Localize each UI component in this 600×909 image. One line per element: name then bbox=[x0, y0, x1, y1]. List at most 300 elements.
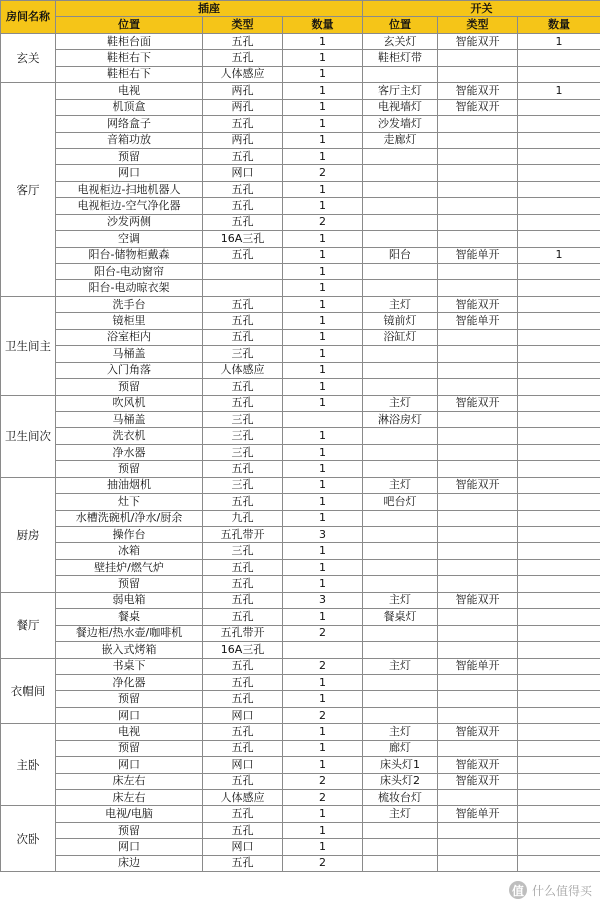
socket-type-cell bbox=[203, 264, 283, 280]
socket-type-cell: 网口 bbox=[203, 165, 283, 181]
table-row bbox=[1, 362, 600, 378]
switch-count-cell bbox=[518, 461, 600, 477]
table-row bbox=[1, 642, 600, 658]
switch-count-cell bbox=[518, 592, 600, 608]
switch-count-cell bbox=[518, 214, 600, 230]
socket-location-cell: 预留 bbox=[56, 822, 203, 838]
switch-type-cell bbox=[438, 116, 518, 132]
switch-count-cell bbox=[518, 362, 600, 378]
socket-location-cell: 空调 bbox=[56, 231, 203, 247]
table-row bbox=[1, 198, 600, 214]
switch-type-cell bbox=[438, 494, 518, 510]
switch-type-cell bbox=[438, 543, 518, 559]
socket-location-cell: 书桌下 bbox=[56, 658, 203, 674]
socket-location-cell: 入门角落 bbox=[56, 362, 203, 378]
switch-count-cell bbox=[518, 444, 600, 460]
switch-location-cell: 主灯 bbox=[363, 395, 438, 411]
switch-type-cell: 智能单开 bbox=[438, 658, 518, 674]
table-row bbox=[1, 83, 600, 99]
switch-type-cell bbox=[438, 132, 518, 148]
socket-location-cell: 机顶盒 bbox=[56, 99, 203, 115]
socket-count-cell: 2 bbox=[283, 707, 363, 723]
socket-count-cell: 1 bbox=[283, 247, 363, 263]
switch-type-cell bbox=[438, 609, 518, 625]
switch-location-cell: 主灯 bbox=[363, 724, 438, 740]
socket-location-cell: 马桶盖 bbox=[56, 346, 203, 362]
socket-count-cell: 1 bbox=[283, 510, 363, 526]
socket-location-cell: 灶下 bbox=[56, 494, 203, 510]
table-row bbox=[1, 724, 600, 740]
switch-count-cell bbox=[518, 132, 600, 148]
table-row bbox=[1, 527, 600, 543]
switch-type-cell: 智能双开 bbox=[438, 395, 518, 411]
switch-location-header: 位置 bbox=[363, 17, 438, 33]
socket-location-cell: 网口 bbox=[56, 707, 203, 723]
switch-type-cell bbox=[438, 576, 518, 592]
table-row bbox=[1, 609, 600, 625]
socket-type-cell: 五孔带开 bbox=[203, 527, 283, 543]
socket-count-cell: 1 bbox=[283, 181, 363, 197]
socket-location-cell: 冰箱 bbox=[56, 543, 203, 559]
switch-location-cell: 主灯 bbox=[363, 658, 438, 674]
socket-count-cell: 1 bbox=[283, 66, 363, 82]
room-rows bbox=[1, 33, 600, 871]
socket-type-cell: 人体感应 bbox=[203, 362, 283, 378]
switch-location-cell: 吧台灯 bbox=[363, 494, 438, 510]
table-row bbox=[1, 296, 600, 312]
switch-location-cell: 阳台 bbox=[363, 247, 438, 263]
socket-type-cell: 五孔 bbox=[203, 658, 283, 674]
socket-type-cell: 五孔 bbox=[203, 296, 283, 312]
switch-count-cell bbox=[518, 527, 600, 543]
socket-location-cell: 洗衣机 bbox=[56, 428, 203, 444]
switch-location-cell bbox=[363, 674, 438, 690]
switch-location-cell: 走廊灯 bbox=[363, 132, 438, 148]
switch-location-cell bbox=[363, 66, 438, 82]
switch-location-cell bbox=[363, 642, 438, 658]
socket-count-cell: 1 bbox=[283, 674, 363, 690]
room-name-cell: 餐厅 bbox=[1, 592, 56, 658]
switch-location-cell: 主灯 bbox=[363, 592, 438, 608]
table-row bbox=[1, 280, 600, 296]
switch-count-cell bbox=[518, 691, 600, 707]
socket-location-cell: 净化器 bbox=[56, 674, 203, 690]
socket-count-cell: 1 bbox=[283, 313, 363, 329]
switch-type-cell bbox=[438, 181, 518, 197]
switch-type-cell bbox=[438, 280, 518, 296]
switch-count-cell bbox=[518, 264, 600, 280]
table-row bbox=[1, 855, 600, 871]
switch-location-cell bbox=[363, 461, 438, 477]
switch-count-cell bbox=[518, 609, 600, 625]
socket-type-cell: 五孔 bbox=[203, 855, 283, 871]
switch-type-cell bbox=[438, 66, 518, 82]
socket-type-cell: 五孔 bbox=[203, 461, 283, 477]
socket-location-cell: 餐边柜/热水壶/咖啡机 bbox=[56, 625, 203, 641]
room-name-cell: 卫生间次 bbox=[1, 395, 56, 477]
socket-type-cell: 五孔 bbox=[203, 50, 283, 66]
table-row bbox=[1, 99, 600, 115]
socket-location-cell: 沙发两侧 bbox=[56, 214, 203, 230]
socket-type-cell: 五孔 bbox=[203, 674, 283, 690]
table-row bbox=[1, 494, 600, 510]
socket-location-cell: 电视/电脑 bbox=[56, 806, 203, 822]
switch-type-cell: 智能双开 bbox=[438, 773, 518, 789]
switch-location-cell bbox=[363, 625, 438, 641]
switch-type-cell bbox=[438, 527, 518, 543]
socket-location-header: 位置 bbox=[56, 17, 203, 33]
table-row bbox=[1, 66, 600, 82]
socket-location-cell: 鞋柜右下 bbox=[56, 50, 203, 66]
switch-count-cell bbox=[518, 411, 600, 427]
socket-count-cell bbox=[283, 642, 363, 658]
socket-count-cell: 1 bbox=[283, 822, 363, 838]
table-row bbox=[1, 461, 600, 477]
switch-count-cell bbox=[518, 231, 600, 247]
switch-type-cell bbox=[438, 822, 518, 838]
socket-type-cell: 五孔带开 bbox=[203, 625, 283, 641]
switch-location-cell bbox=[363, 264, 438, 280]
switch-location-cell bbox=[363, 855, 438, 871]
socket-location-cell: 鞋柜右下 bbox=[56, 66, 203, 82]
switch-type-cell bbox=[438, 346, 518, 362]
socket-location-cell: 阳台-电动晾衣架 bbox=[56, 280, 203, 296]
switch-location-cell bbox=[363, 280, 438, 296]
room-name-cell: 客厅 bbox=[1, 83, 56, 297]
socket-location-cell: 嵌入式烤箱 bbox=[56, 642, 203, 658]
table-row bbox=[1, 691, 600, 707]
room-name-cell: 次卧 bbox=[1, 806, 56, 872]
socket-count-cell: 2 bbox=[283, 855, 363, 871]
switch-count-cell bbox=[518, 296, 600, 312]
socket-type-cell: 网口 bbox=[203, 839, 283, 855]
switch-location-cell: 淋浴房灯 bbox=[363, 411, 438, 427]
switch-type-cell bbox=[438, 362, 518, 378]
socket-location-cell: 弱电箱 bbox=[56, 592, 203, 608]
socket-type-cell: 三孔 bbox=[203, 543, 283, 559]
socket-count-cell: 3 bbox=[283, 592, 363, 608]
watermark-logo-icon: 值 bbox=[509, 881, 527, 899]
switch-count-cell bbox=[518, 494, 600, 510]
switch-type-cell bbox=[438, 329, 518, 345]
switch-type-cell bbox=[438, 264, 518, 280]
switch-count-cell bbox=[518, 674, 600, 690]
switch-type-cell bbox=[438, 461, 518, 477]
table-row bbox=[1, 658, 600, 674]
socket-type-cell: 三孔 bbox=[203, 444, 283, 460]
switch-count-cell: 1 bbox=[518, 33, 600, 49]
socket-count-cell: 1 bbox=[283, 724, 363, 740]
socket-type-cell: 16A三孔 bbox=[203, 642, 283, 658]
socket-location-cell: 抽油烟机 bbox=[56, 477, 203, 493]
socket-type-cell: 16A三孔 bbox=[203, 231, 283, 247]
switch-location-cell bbox=[363, 231, 438, 247]
room-name-cell: 衣帽间 bbox=[1, 658, 56, 724]
socket-count-cell: 1 bbox=[283, 839, 363, 855]
socket-location-cell: 阳台-储物柜戴森 bbox=[56, 247, 203, 263]
switch-location-cell: 主灯 bbox=[363, 477, 438, 493]
switch-location-cell bbox=[363, 165, 438, 181]
switch-location-cell: 餐桌灯 bbox=[363, 609, 438, 625]
switch-location-cell bbox=[363, 543, 438, 559]
switch-count-cell bbox=[518, 280, 600, 296]
switch-type-cell bbox=[438, 50, 518, 66]
socket-type-cell: 五孔 bbox=[203, 395, 283, 411]
socket-type-cell: 五孔 bbox=[203, 329, 283, 345]
switch-location-cell bbox=[363, 181, 438, 197]
table-row bbox=[1, 165, 600, 181]
socket-count-cell: 1 bbox=[283, 99, 363, 115]
switch-count-cell bbox=[518, 379, 600, 395]
switch-count-cell bbox=[518, 66, 600, 82]
table-row bbox=[1, 773, 600, 789]
switch-location-cell: 主灯 bbox=[363, 296, 438, 312]
socket-type-cell: 九孔 bbox=[203, 510, 283, 526]
switch-count-cell bbox=[518, 510, 600, 526]
switch-count-cell bbox=[518, 757, 600, 773]
socket-location-cell: 电视柜边-扫地机器人 bbox=[56, 181, 203, 197]
socket-type-cell: 五孔 bbox=[203, 806, 283, 822]
switch-location-cell bbox=[363, 839, 438, 855]
table-row bbox=[1, 379, 600, 395]
socket-count-cell: 1 bbox=[283, 477, 363, 493]
switch-location-cell: 客厅主灯 bbox=[363, 83, 438, 99]
socket-count-cell: 1 bbox=[283, 461, 363, 477]
switch-count-cell bbox=[518, 329, 600, 345]
switch-count-cell bbox=[518, 99, 600, 115]
socket-type-cell: 网口 bbox=[203, 757, 283, 773]
switch-type-cell bbox=[438, 231, 518, 247]
switch-location-cell: 沙发墙灯 bbox=[363, 116, 438, 132]
table-row bbox=[1, 510, 600, 526]
switch-type-cell: 智能双开 bbox=[438, 757, 518, 773]
switch-type-cell: 智能双开 bbox=[438, 99, 518, 115]
socket-count-cell: 1 bbox=[283, 428, 363, 444]
switch-type-cell: 智能单开 bbox=[438, 247, 518, 263]
socket-location-cell: 壁挂炉/燃气炉 bbox=[56, 559, 203, 575]
socket-type-cell: 五孔 bbox=[203, 379, 283, 395]
switch-type-cell bbox=[438, 691, 518, 707]
socket-count-cell: 1 bbox=[283, 395, 363, 411]
socket-location-cell: 浴室柜内 bbox=[56, 329, 203, 345]
switch-count-cell bbox=[518, 625, 600, 641]
switch-count-cell: 1 bbox=[518, 247, 600, 263]
socket-location-cell: 鞋柜台面 bbox=[56, 33, 203, 49]
socket-count-cell: 1 bbox=[283, 609, 363, 625]
watermark-text: 什么值得买 bbox=[531, 883, 592, 898]
socket-count-cell bbox=[283, 411, 363, 427]
table-row bbox=[1, 740, 600, 756]
socket-group-header: 插座 bbox=[56, 1, 363, 17]
switch-count-cell bbox=[518, 543, 600, 559]
table-row bbox=[1, 428, 600, 444]
switch-count-cell bbox=[518, 198, 600, 214]
socket-count-cell: 3 bbox=[283, 527, 363, 543]
switch-location-cell bbox=[363, 576, 438, 592]
switch-location-cell bbox=[363, 148, 438, 164]
switch-type-cell: 智能双开 bbox=[438, 724, 518, 740]
socket-type-cell: 五孔 bbox=[203, 116, 283, 132]
socket-count-cell: 1 bbox=[283, 116, 363, 132]
switch-type-cell bbox=[438, 148, 518, 164]
table-row bbox=[1, 329, 600, 345]
switch-type-header: 类型 bbox=[438, 17, 518, 33]
switch-type-cell bbox=[438, 214, 518, 230]
switch-type-cell bbox=[438, 411, 518, 427]
switch-count-cell bbox=[518, 559, 600, 575]
switch-location-cell bbox=[363, 198, 438, 214]
table-row bbox=[1, 444, 600, 460]
switch-location-cell bbox=[363, 428, 438, 444]
socket-type-cell: 人体感应 bbox=[203, 66, 283, 82]
table-row bbox=[1, 148, 600, 164]
socket-location-cell: 马桶盖 bbox=[56, 411, 203, 427]
socket-location-cell: 网络盒子 bbox=[56, 116, 203, 132]
socket-count-cell: 1 bbox=[283, 346, 363, 362]
switch-count-cell bbox=[518, 181, 600, 197]
socket-count-cell: 1 bbox=[283, 691, 363, 707]
switch-count-header: 数量 bbox=[518, 17, 600, 33]
switch-location-cell: 浴缸灯 bbox=[363, 329, 438, 345]
socket-count-cell: 1 bbox=[283, 329, 363, 345]
socket-type-cell: 两孔 bbox=[203, 99, 283, 115]
table-row bbox=[1, 625, 600, 641]
socket-type-header: 类型 bbox=[203, 17, 283, 33]
socket-location-cell: 预留 bbox=[56, 461, 203, 477]
switch-location-cell bbox=[363, 346, 438, 362]
switch-type-cell bbox=[438, 510, 518, 526]
switch-location-cell bbox=[363, 362, 438, 378]
table-row bbox=[1, 181, 600, 197]
switch-count-cell bbox=[518, 50, 600, 66]
table-row bbox=[1, 346, 600, 362]
switch-type-cell bbox=[438, 559, 518, 575]
socket-location-cell: 吹风机 bbox=[56, 395, 203, 411]
socket-count-cell: 1 bbox=[283, 576, 363, 592]
socket-count-cell: 1 bbox=[283, 806, 363, 822]
socket-count-cell: 1 bbox=[283, 50, 363, 66]
switch-location-cell bbox=[363, 822, 438, 838]
table-row bbox=[1, 214, 600, 230]
watermark bbox=[509, 881, 592, 899]
table-row bbox=[1, 674, 600, 690]
socket-type-cell: 五孔 bbox=[203, 148, 283, 164]
table-row bbox=[1, 806, 600, 822]
socket-location-cell: 电视 bbox=[56, 83, 203, 99]
socket-type-cell: 五孔 bbox=[203, 609, 283, 625]
socket-count-cell: 1 bbox=[283, 148, 363, 164]
table-row bbox=[1, 411, 600, 427]
switch-count-cell bbox=[518, 855, 600, 871]
switch-count-cell bbox=[518, 477, 600, 493]
switch-count-cell bbox=[518, 773, 600, 789]
switch-count-cell bbox=[518, 790, 600, 806]
table-row bbox=[1, 231, 600, 247]
table-row bbox=[1, 477, 600, 493]
switch-location-cell: 廊灯 bbox=[363, 740, 438, 756]
socket-location-cell: 网口 bbox=[56, 757, 203, 773]
socket-location-cell: 水槽洗碗机/净水/厨余 bbox=[56, 510, 203, 526]
socket-type-cell: 五孔 bbox=[203, 33, 283, 49]
socket-location-cell: 网口 bbox=[56, 839, 203, 855]
socket-type-cell: 五孔 bbox=[203, 313, 283, 329]
switch-count-cell bbox=[518, 165, 600, 181]
socket-location-cell: 阳台-电动窗帘 bbox=[56, 264, 203, 280]
socket-count-cell: 1 bbox=[283, 280, 363, 296]
socket-count-cell: 2 bbox=[283, 625, 363, 641]
switch-type-cell bbox=[438, 444, 518, 460]
socket-type-cell: 五孔 bbox=[203, 214, 283, 230]
switch-type-cell: 智能双开 bbox=[438, 296, 518, 312]
table-row bbox=[1, 822, 600, 838]
socket-location-cell: 餐桌 bbox=[56, 609, 203, 625]
socket-count-cell: 2 bbox=[283, 658, 363, 674]
switch-count-cell bbox=[518, 395, 600, 411]
switch-location-cell bbox=[363, 379, 438, 395]
socket-type-cell: 五孔 bbox=[203, 822, 283, 838]
table-row bbox=[1, 33, 600, 49]
room-name-cell: 玄关 bbox=[1, 33, 56, 82]
switch-count-cell bbox=[518, 724, 600, 740]
switch-type-cell: 智能双开 bbox=[438, 83, 518, 99]
switch-type-cell: 智能双开 bbox=[438, 592, 518, 608]
switch-type-cell bbox=[438, 642, 518, 658]
switch-location-cell bbox=[363, 510, 438, 526]
switch-location-cell: 鞋柜灯带 bbox=[363, 50, 438, 66]
socket-count-cell: 1 bbox=[283, 231, 363, 247]
socket-location-cell: 床边 bbox=[56, 855, 203, 871]
switch-count-cell bbox=[518, 346, 600, 362]
socket-type-cell: 三孔 bbox=[203, 411, 283, 427]
room-name-header: 房间名称 bbox=[1, 1, 56, 34]
room-name-cell: 卫生间主 bbox=[1, 296, 56, 395]
socket-location-cell: 预留 bbox=[56, 379, 203, 395]
switch-count-cell bbox=[518, 707, 600, 723]
table-row bbox=[1, 757, 600, 773]
switch-location-cell bbox=[363, 559, 438, 575]
switch-location-cell bbox=[363, 214, 438, 230]
socket-count-cell: 1 bbox=[283, 379, 363, 395]
table-row bbox=[1, 247, 600, 263]
switch-location-cell bbox=[363, 691, 438, 707]
switch-location-cell bbox=[363, 444, 438, 460]
socket-location-cell: 镜柜里 bbox=[56, 313, 203, 329]
socket-count-cell: 1 bbox=[283, 444, 363, 460]
switch-count-cell bbox=[518, 806, 600, 822]
socket-count-cell: 2 bbox=[283, 790, 363, 806]
socket-type-cell bbox=[203, 280, 283, 296]
socket-count-cell: 1 bbox=[283, 543, 363, 559]
switch-type-cell: 智能单开 bbox=[438, 313, 518, 329]
socket-type-cell: 五孔 bbox=[203, 691, 283, 707]
socket-location-cell: 净水器 bbox=[56, 444, 203, 460]
socket-count-cell: 1 bbox=[283, 740, 363, 756]
switch-count-cell bbox=[518, 658, 600, 674]
table-row bbox=[1, 264, 600, 280]
table-row bbox=[1, 592, 600, 608]
table-row bbox=[1, 132, 600, 148]
socket-location-cell: 网口 bbox=[56, 165, 203, 181]
switch-count-cell bbox=[518, 148, 600, 164]
socket-count-cell: 1 bbox=[283, 132, 363, 148]
switch-count-cell bbox=[518, 642, 600, 658]
switch-type-cell bbox=[438, 165, 518, 181]
table-row bbox=[1, 116, 600, 132]
socket-type-cell: 五孔 bbox=[203, 559, 283, 575]
socket-type-cell: 人体感应 bbox=[203, 790, 283, 806]
socket-location-cell: 电视柜边-空气净化器 bbox=[56, 198, 203, 214]
room-name-cell: 主卧 bbox=[1, 724, 56, 806]
